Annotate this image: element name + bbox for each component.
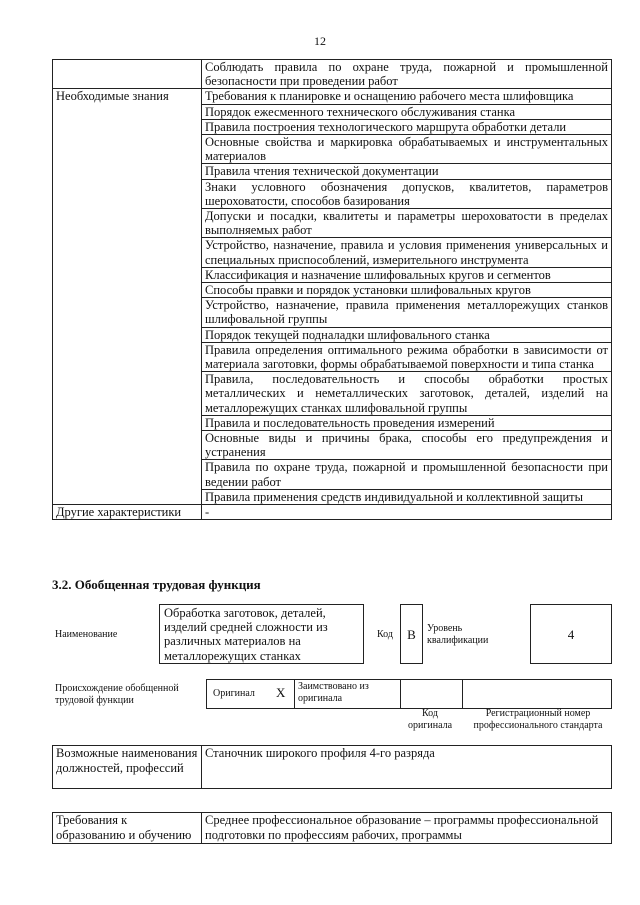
origin-divider	[400, 679, 401, 709]
requirement-item: Соблюдать правила по охране труда, пожарной и промышленной безопасности при проведении работ	[202, 60, 612, 89]
requirement-item: Основные виды и причины брака, способы его предупреждения и устранения	[202, 431, 612, 460]
requirement-item: Правила построения технологического маршрута обработки детали	[202, 119, 612, 134]
level-label: Уровень квалификации	[427, 623, 489, 646]
table-row	[53, 89, 612, 104]
requirement-item: Правила чтения технической документации	[202, 164, 612, 179]
education-value: Среднее профессиональное образование – программы профессиональной подготовки по профессиям рабочих, программы	[202, 813, 612, 844]
origin-divider	[462, 679, 463, 709]
original-label: Оригинал	[213, 688, 255, 699]
requirement-item: Допуски и посадки, квалитеты и параметры шероховатости в пределах выполняемых работ	[202, 209, 612, 238]
requirement-item: Правила и последовательность проведения измерений	[202, 415, 612, 430]
level-box: 4	[530, 604, 612, 664]
requirement-item: Правила, последовательность и способы обработки простых металлических и неметаллических заготовок, деталей, изделий на металлорежущих станках шлифовальной группы	[202, 372, 612, 416]
education-table	[52, 812, 612, 844]
code-label: Код	[377, 629, 393, 640]
table-row	[53, 60, 612, 89]
row-label: Другие характеристики	[53, 505, 202, 520]
origin-label: Происхождение обобщенной трудовой функции	[55, 683, 179, 706]
requirement-item: Правила определения оптимального режима обработки в зависимости от материала заготовки, формы обрабатываемой поверхности и типа станка	[202, 342, 612, 371]
requirement-item: Требования к планировке и оснащению рабочего места шлифовщика	[202, 89, 612, 104]
requirement-item: Способы правки и порядок установки шлифовальных кругов	[202, 283, 612, 298]
borrowed-label: Заимствовано из оригинала	[298, 681, 369, 704]
name-label: Наименование	[55, 629, 118, 640]
positions-label: Возможные наименования должностей, профессий	[53, 746, 202, 789]
origin-divider	[294, 679, 295, 709]
requirement-item: Устройство, назначение, правила применения металлорежущих станков шлифовальной группы	[202, 298, 612, 327]
requirement-item: Порядок ежесменного технического обслуживания станка	[202, 104, 612, 119]
requirement-item: Правила по охране труда, пожарной и промышленной безопасности при ведении работ	[202, 460, 612, 489]
table-row	[53, 505, 612, 520]
row-label: Необходимые знания	[53, 89, 202, 505]
row-label	[53, 60, 202, 89]
table-row	[53, 746, 612, 789]
knowledge-requirements-table	[52, 59, 612, 520]
requirement-item: Классификация и назначение шлифовальных кругов и сегментов	[202, 267, 612, 282]
requirement-item: -	[202, 505, 612, 520]
education-label: Требования к образованию и обучению	[53, 813, 202, 844]
code-original-label: Код оригинала	[407, 708, 453, 731]
requirement-item: Основные свойства и маркировка обрабатываемых и инструментальных материалов	[202, 135, 612, 164]
function-name-box: Обработка заготовок, деталей, изделий средней сложности из различных материалов на металлорежущих станках	[159, 604, 364, 664]
requirement-item: Порядок текущей подналадки шлифовального станка	[202, 327, 612, 342]
positions-table	[52, 745, 612, 789]
positions-value: Станочник широкого профиля 4-го разряда	[202, 746, 612, 789]
requirement-item: Устройство, назначение, правила и условия применения универсальных и специальных приспособлений, измерительного инструмента	[202, 238, 612, 267]
requirement-item: Знаки условного обозначения допусков, квалитетов, параметров шероховатости, способов базирования	[202, 179, 612, 208]
reg-number-label: Регистрационный номер профессионального стандарта	[473, 708, 603, 731]
page-number: 12	[314, 34, 326, 48]
origin-box	[206, 679, 612, 709]
table-row	[53, 813, 612, 844]
code-box: В	[400, 604, 423, 664]
requirement-item: Правила применения средств индивидуальной и коллективной защиты	[202, 489, 612, 504]
section-title: 3.2. Обобщенная трудовая функция	[52, 577, 261, 592]
original-mark: X	[276, 685, 286, 700]
